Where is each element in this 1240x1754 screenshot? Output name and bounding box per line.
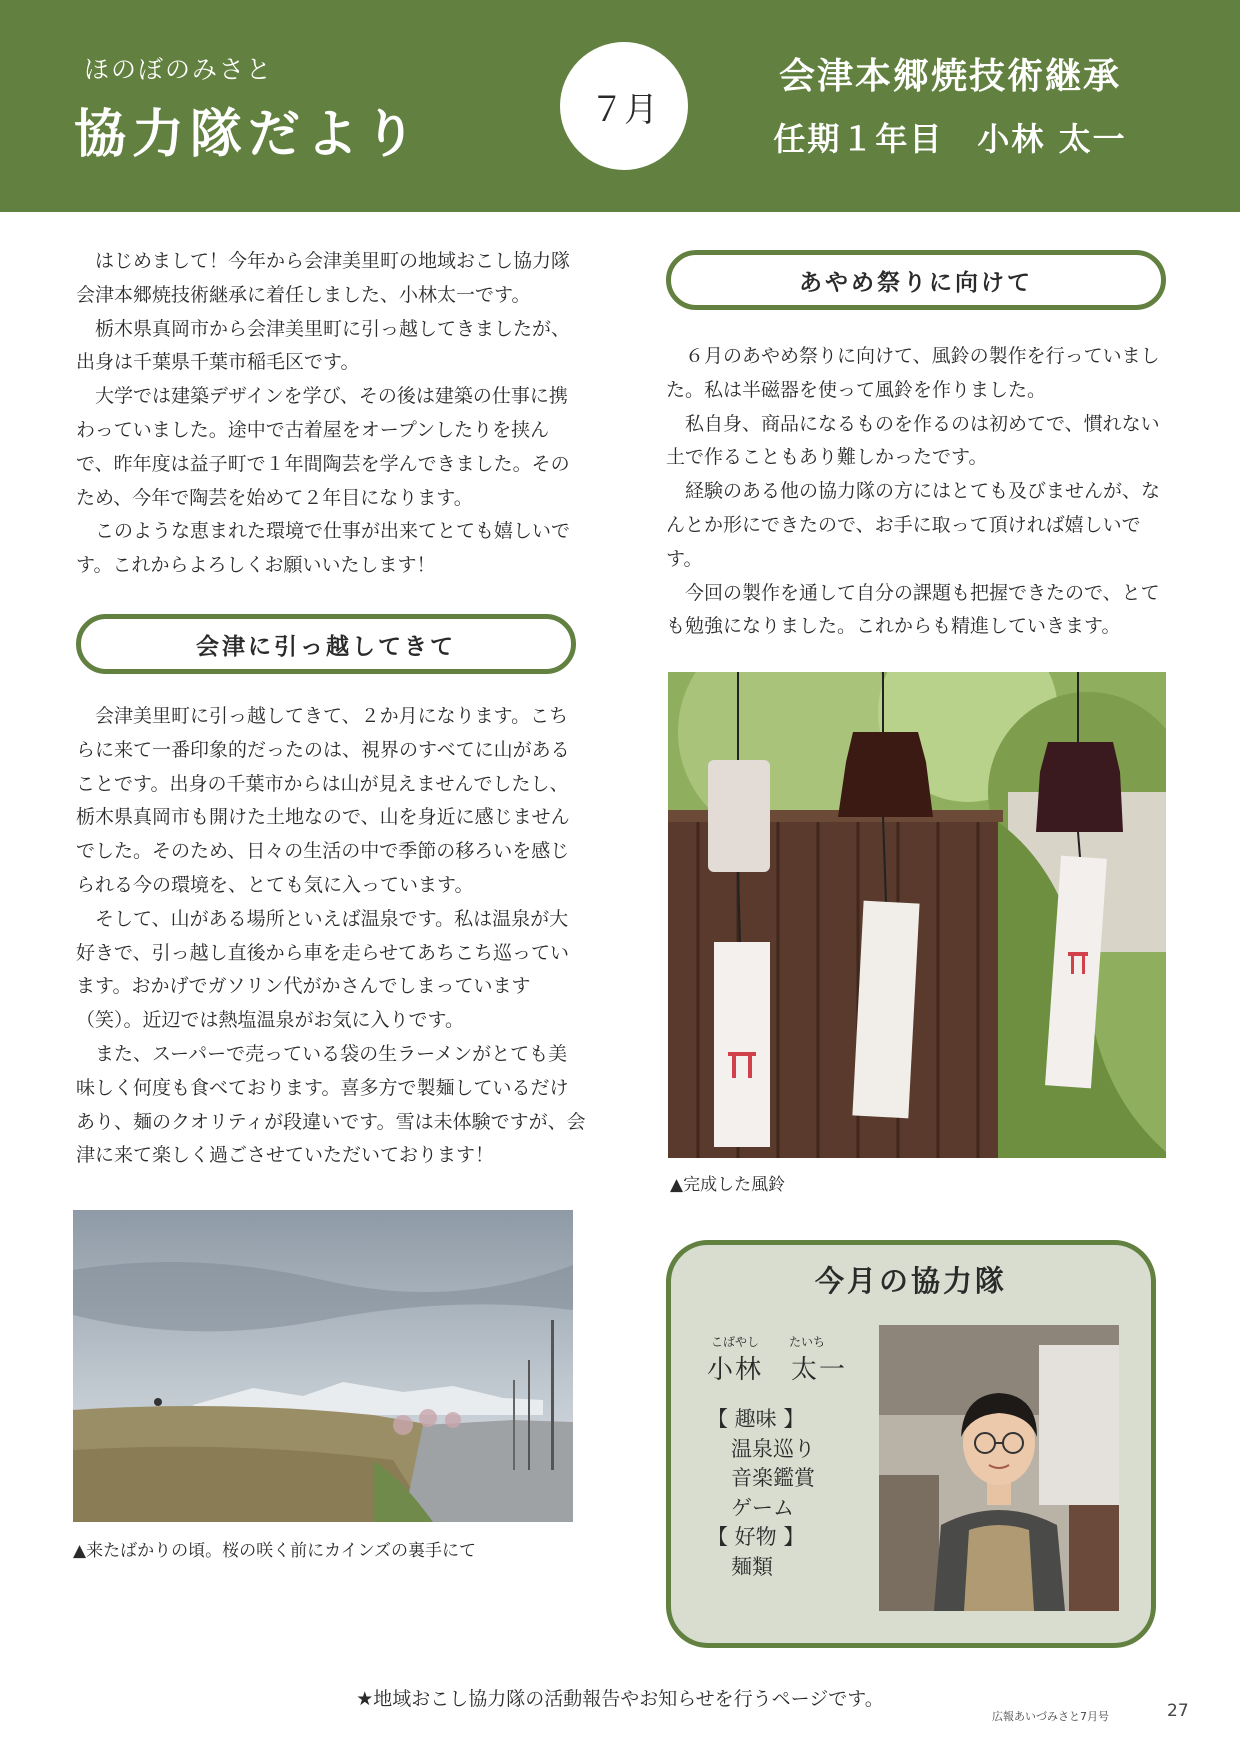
moving-paragraph: 会津美里町に引っ越してきて、２か月になります。こちらに来て一番印象的だったのは、視界のすべてに山があることです。出身の千葉市からは山が見えませんでしたし、栃木県真岡市も開けた土地なので、山を身近に感じませんでした。そのため、日々の生活の中で季節の移ろいを感じられる今の環境を、とても気に入っています。 (76, 705, 570, 896)
profile-title: 今月の協力隊 (814, 1264, 1007, 1298)
portrait-illustration (879, 1325, 1119, 1611)
intro-paragraph: 大学では建築デザインを学び、その後は建築の仕事に携わっていました。途中で古着屋をオープンしたりを挟んで、昨年度は益子町で１年間陶芸を学んできました。そのため、今年で陶芸を始めて２年目になります。 (76, 385, 570, 509)
intro-paragraph: 栃木県真岡市から会津美里町に引っ越してきましたが、出身は千葉県千葉市稲毛区です。 (76, 317, 571, 374)
footer-note: ★地域おこし協力隊の活動報告やお知らせを行うページです。 (356, 1688, 884, 1710)
hobby-item: 温泉巡り (731, 1436, 815, 1461)
windchime-illustration (668, 672, 1166, 1158)
month-badge (560, 42, 688, 170)
ayame-paragraph: 今回の製作を通して自分の課題も把握できたので、とても勉強になりました。これからも精進していきます。 (666, 581, 1160, 638)
ayame-paragraph: 経験のある他の協力隊の方にはとても及びませんが、なんとか形にできたので、お手に取って頂ければ嬉しいです。 (666, 480, 1161, 570)
intro-paragraph: このような恵まれた環境で仕事が出来てとても嬉しいです。これからよろしくお願いいたします！ (76, 520, 571, 577)
section-heading-moving (76, 614, 576, 674)
page-header (0, 0, 1240, 212)
ayame-text (666, 340, 1171, 644)
moving-text (76, 700, 586, 1173)
hobby-item: 音楽鑑賞 (731, 1466, 815, 1490)
windchime-caption: ▲完成した風鈴 (670, 1175, 786, 1195)
moving-paragraph: そして、山がある場所といえば温泉です。私は温泉が大好きで、引っ越し直後から車を走らせてあちこち巡っています。おかげでガソリン代がかさんでしまっています（笑）。近辺では熱塩温泉がお気に入りです。 (76, 907, 570, 1032)
profile-photo (879, 1325, 1119, 1611)
ayame-paragraph: 私自身、商品になるものを作るのは初めてで、慣れない土で作ることもあり難しかったです。 (666, 412, 1160, 469)
intro-text (76, 245, 586, 583)
section-heading-label: 会津に引っ越してきて (196, 633, 456, 660)
intro-paragraph: はじめまして！今年から会津美里町の地域おこし協力隊会津本郷焼技術継承に着任しました、小林太一です。 (76, 250, 571, 306)
publication-name: 広報あいづみさと7月号 (992, 1710, 1109, 1723)
page-number: 27 (1167, 1701, 1189, 1721)
favorite-label: 【 好物 】 (707, 1525, 805, 1549)
hobby-label: 【 趣味 】 (707, 1407, 805, 1431)
profile-card (666, 1240, 1156, 1648)
ayame-paragraph: ６月のあやめ祭りに向けて、風鈴の製作を行っていました。私は半磁器を使って風鈴を作りました。 (666, 345, 1160, 401)
hobby-item: ゲーム (731, 1495, 794, 1520)
name-ruby-family: こばやし (711, 1335, 760, 1349)
section-heading-label: あやめ祭りに向けて (799, 269, 1033, 296)
member-term: 任期１年目 小林 太一 (773, 120, 1127, 158)
section-heading-ayame (666, 250, 1166, 310)
series-name: ほのぼのみさと (84, 55, 274, 84)
page-title: 協力隊だより (74, 105, 423, 165)
moving-paragraph: また、スーパーで売っている袋の生ラーメンがとても美味しく何度も食べております。喜多方で製麺しているだけあり、麺のクオリティが段違いです。雪は未体験ですが、会津に来て楽しく過ごさせていただいております！ (76, 1042, 586, 1167)
landscape-photo (73, 1210, 573, 1522)
name-ruby-given: たいち (789, 1335, 826, 1349)
profile-name: 小林 太一 (707, 1355, 848, 1385)
member-role: 会津本郷焼技術継承 (778, 56, 1121, 97)
landscape-illustration (73, 1210, 573, 1522)
profile-details (707, 1405, 815, 1582)
month-label: ７月 (590, 89, 658, 130)
landscape-caption: ▲来たばかりの頃。桜の咲く前にカインズの裏手にて (73, 1541, 477, 1561)
windchime-photo (668, 672, 1166, 1158)
favorite-item: 麺類 (731, 1554, 773, 1579)
